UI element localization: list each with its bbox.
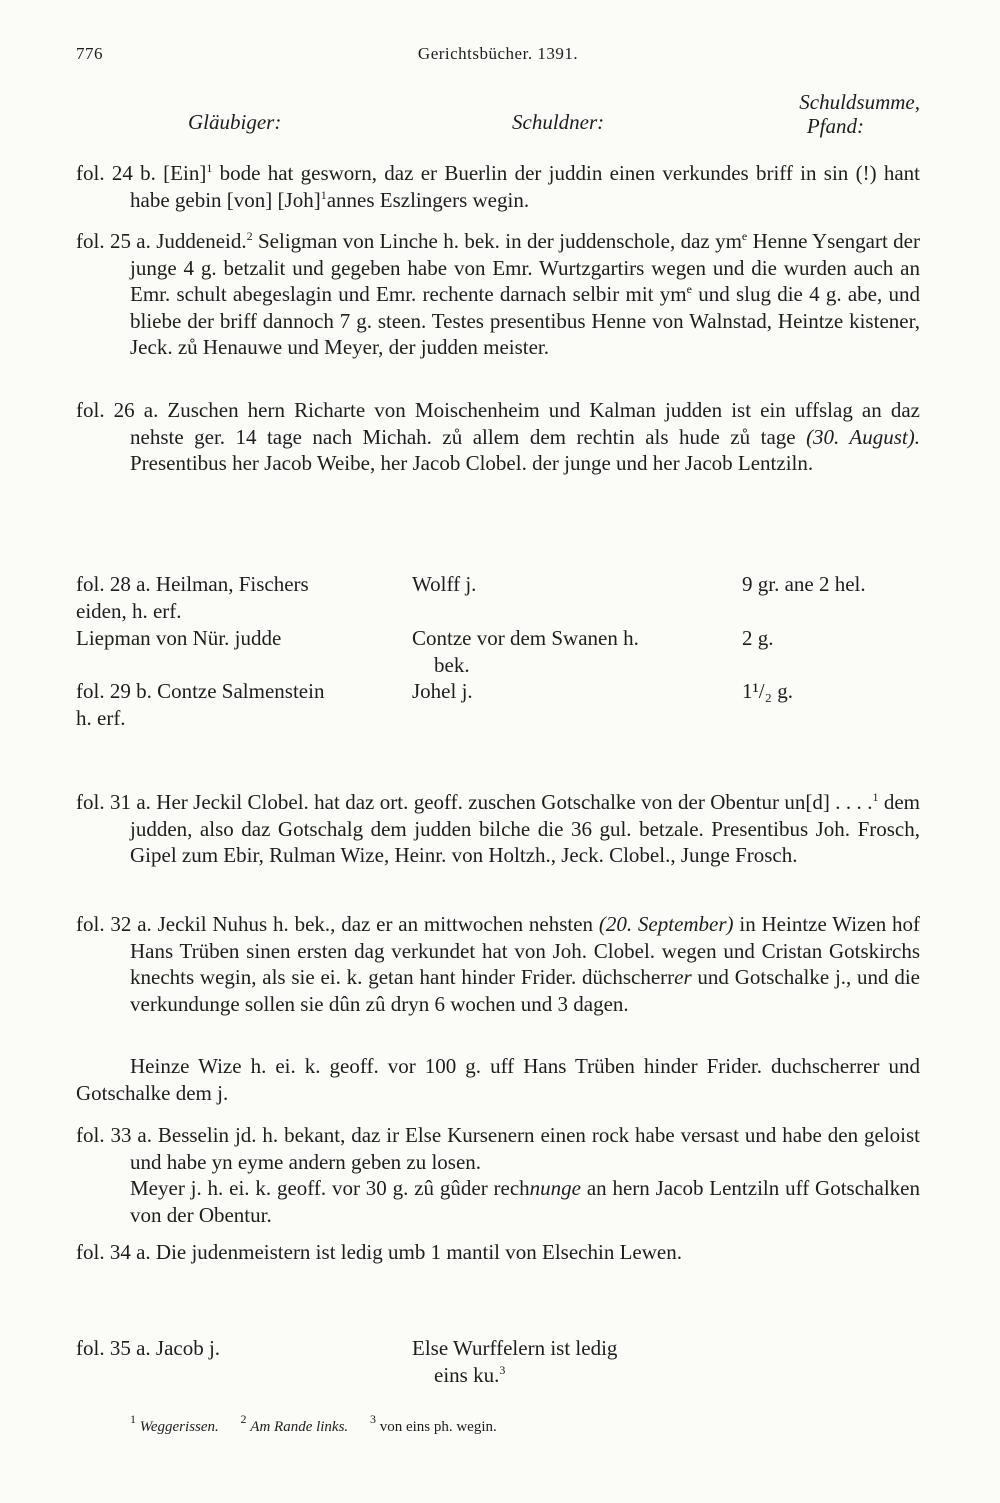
column-header-sum-line1: Schuldsumme, [799, 90, 920, 114]
footnote-3: $^3$ von eins ph. wegin. [369, 1412, 497, 1435]
column-header-debtor: Schuldner: [512, 110, 605, 134]
entry-fol-26a: fol. 26 a. Zuschen hern Richarte von Moischenheim und Kalman judden ist ein uffslag an daz nehste ger. 14 tage nach Michah. zů allem dem rechtin als hude zů tage (30. August). Presentibus her Jacob Weibe, her Jacob Clobel. der junge und her Jacob Lentziln. [76, 398, 920, 475]
column-header-creditor: Gläubiger: [188, 110, 282, 134]
footnotes [130, 1412, 515, 1437]
entry-fol-24b: fol. 24 b. [Ein]$^1$ bode hat gesworn, daz er Buerlin der juddin einen verkundes briff in sin (!) hant habe gebin [von] [Joh]$^1$annes Eszlingers wegin. [76, 161, 920, 212]
entry-fol-34a: fol. 34 a. Die judenmeistern ist ledig umb 1 mantil von Elsechin Lewen. [76, 1240, 682, 1264]
entry-fol-32a-continuation: Heinze Wize h. ei. k. geoff. vor 100 g. uff Hans Trüben hinder Frider. duchscherrer und Gotschalke dem j. [76, 1054, 920, 1105]
page-number: 776 [76, 44, 103, 63]
entry-fol-25a: fol. 25 a. Juddeneid.$^2$ Seligman von Linche h. bek. in der juddenschole, daz $ym^e$ Henne Ysengart der junge 4 g. betzalit und gegeben habe von Emr. Wurtzgartirs wegen und die wurden auch an Emr. schult abegeslagin und Emr. rechente darnach selbir mit $ym^e$ und slug die 4 g. abe, und bliebe der briff dannoch 7 g. steen. Testes presentibus Henne von Walnstad, Heintze kistener, Jeck. zů Henauwe und Meyer, der judden meister. [76, 229, 920, 359]
entry-fol-32a: fol. 32 a. Jeckil Nuhus h. bek., daz er an mittwochen nehsten (20. September) in Heintze Wizen hof Hans Trüben sinen ersten dag verkundet hat von Joh. Clobel. wegen und Cristan Gotskirchs knechts wegin, als sie ei. k. getan hant hinder Frider. düchscherrer und Gotschalke j., und die verkundunge sollen sie dûn zû dryn 6 wochen und 3 dagen. [76, 912, 920, 1016]
column-header-sum-line2: Pfand: [806, 114, 864, 138]
column-header-sum [740, 90, 920, 138]
running-header [76, 44, 920, 72]
entry-fol-31a: fol. 31 a. Her Jeckil Clobel. hat daz ort. geoff. zuschen Gotschalke von der Obentur un[d] . . . .$^1$ dem judden, also daz Gotschalg dem judden bilche die 36 gul. betzale. Presentibus Joh. Frosch, Gipel zum Ebir, Rulman Wize, Heinr. von Holtzh., Jeck. Clobel., Junge Frosch. [76, 790, 920, 867]
entry-fol-33a-continuation: Meyer j. h. ei. k. geoff. vor 30 g. zû gûder rechnunge an hern Jacob Lentziln uff Gotschalken von der Obentur. [130, 1176, 920, 1227]
document-page: 776 Gerichtsbücher. 1391. Gläubiger: Schuldner: Schuldsumme, Pfand: fol. 24 b. [Ein]$^1$ bode hat gesworn, daz er Buerlin der juddin einen verkundes briff in sin (!) hant habe gebin [von] [Joh]$^1$annes Eszlingers wegin. fol. 25 a. Juddeneid.$^2$ Seligman von Linche h. bek. in der juddenschole, daz $ym^e$ Henne Ysengart der junge 4 g. betzalit und gegeben habe von Emr. Wurtzgartirs wegen und die wurden auch an Emr. schult abegeslagin und Emr. rechente darnach selbir mit $ym^e$ und slug die 4 g. abe, und bliebe der briff dannoch 7 g. steen. Testes presentibus Henne von Walnstad, Heintze kistener, Jeck. zů Henauwe und Meyer, der judden meister. fol. 26 a. Zuschen hern Richarte von Moischenheim und Kalman judden ist ein uffslag an daz nehste ger. 14 tage nach Michah. zů allem dem rechtin als hude zů tage (30. August). Presentibus her Jacob Weibe, her Jacob Clobel. der junge und her Jacob Lentziln. fol. 28 a. Heilman, Fischers eiden, h. erf. Wolff j. 9 gr. ane 2 hel. Liepman von Nür. judde Contze vor dem Swanen h. bek. 2 g. fol. 29 b. Contze Salmenstein h. erf. Johel j. 1¹/₂ g. fol. 31 a. Her Jeckil Clobel. hat daz ort. geoff. zuschen Gotschalke von der Obentur un[d] . . . .$^1$ dem judden, also daz Gotschalg dem judden bilche die 36 gul. betzale. Presentibus Joh. Frosch, Gipel zum Ebir, Rulman Wize, Heinr. von Holtzh., Jeck. Clobel., Junge Frosch. fol. 32 a. Jeckil Nuhus h. bek., daz er an mittwochen nehsten (20. September) in Heintze Wizen hof Hans Trüben sinen ersten dag verkundet hat von Joh. Clobel. wegen und Cristan Gotskirchs knechts wegin, als sie ei. k. getan hant hinder Frider. düchscherrer und Gotschalke j., und die verkundunge sollen sie dûn zû dryn 6 wochen und 3 dagen. Heinze Wize h. ei. k. geoff. vor 100 g. uff Hans Trüben hinder Frider. duchscherrer und Gotschalke dem j. fol. 33 a. Besselin jd. h. bekant, daz ir Else Kursenern einen rock habe versast und habe den geloist und habe yn eyme andern geben zu losen. Meyer j. h. ei. k. geoff. vor 30 g. zû gûder rechnunge an hern Jacob Lentziln uff Gotschalken von der Obentur. fol. 34 a. Die judenmeistern ist ledig umb 1 mantil von Elsechin Lewen. fol. 35 a. Jacob j. Else Wurffelern ist ledig eins ku.$^3$ $^1$ Weggerissen. $^2$ Am Rande links. $^3$ von eins ph. wegin. [76, 44, 920, 1435]
footnote-1: $^1$ Weggerissen. [130, 1412, 219, 1435]
running-title: Gerichtsbücher. 1391. [417, 44, 579, 63]
entry-fol-33a: fol. 33 a. Besselin jd. h. bekant, daz ir Else Kursenern einen rock habe versast und habe den geloist und habe yn eyme andern geben zu losen. [76, 1123, 920, 1174]
footnote-2: $^2$ Am Rande links. [240, 1412, 349, 1435]
